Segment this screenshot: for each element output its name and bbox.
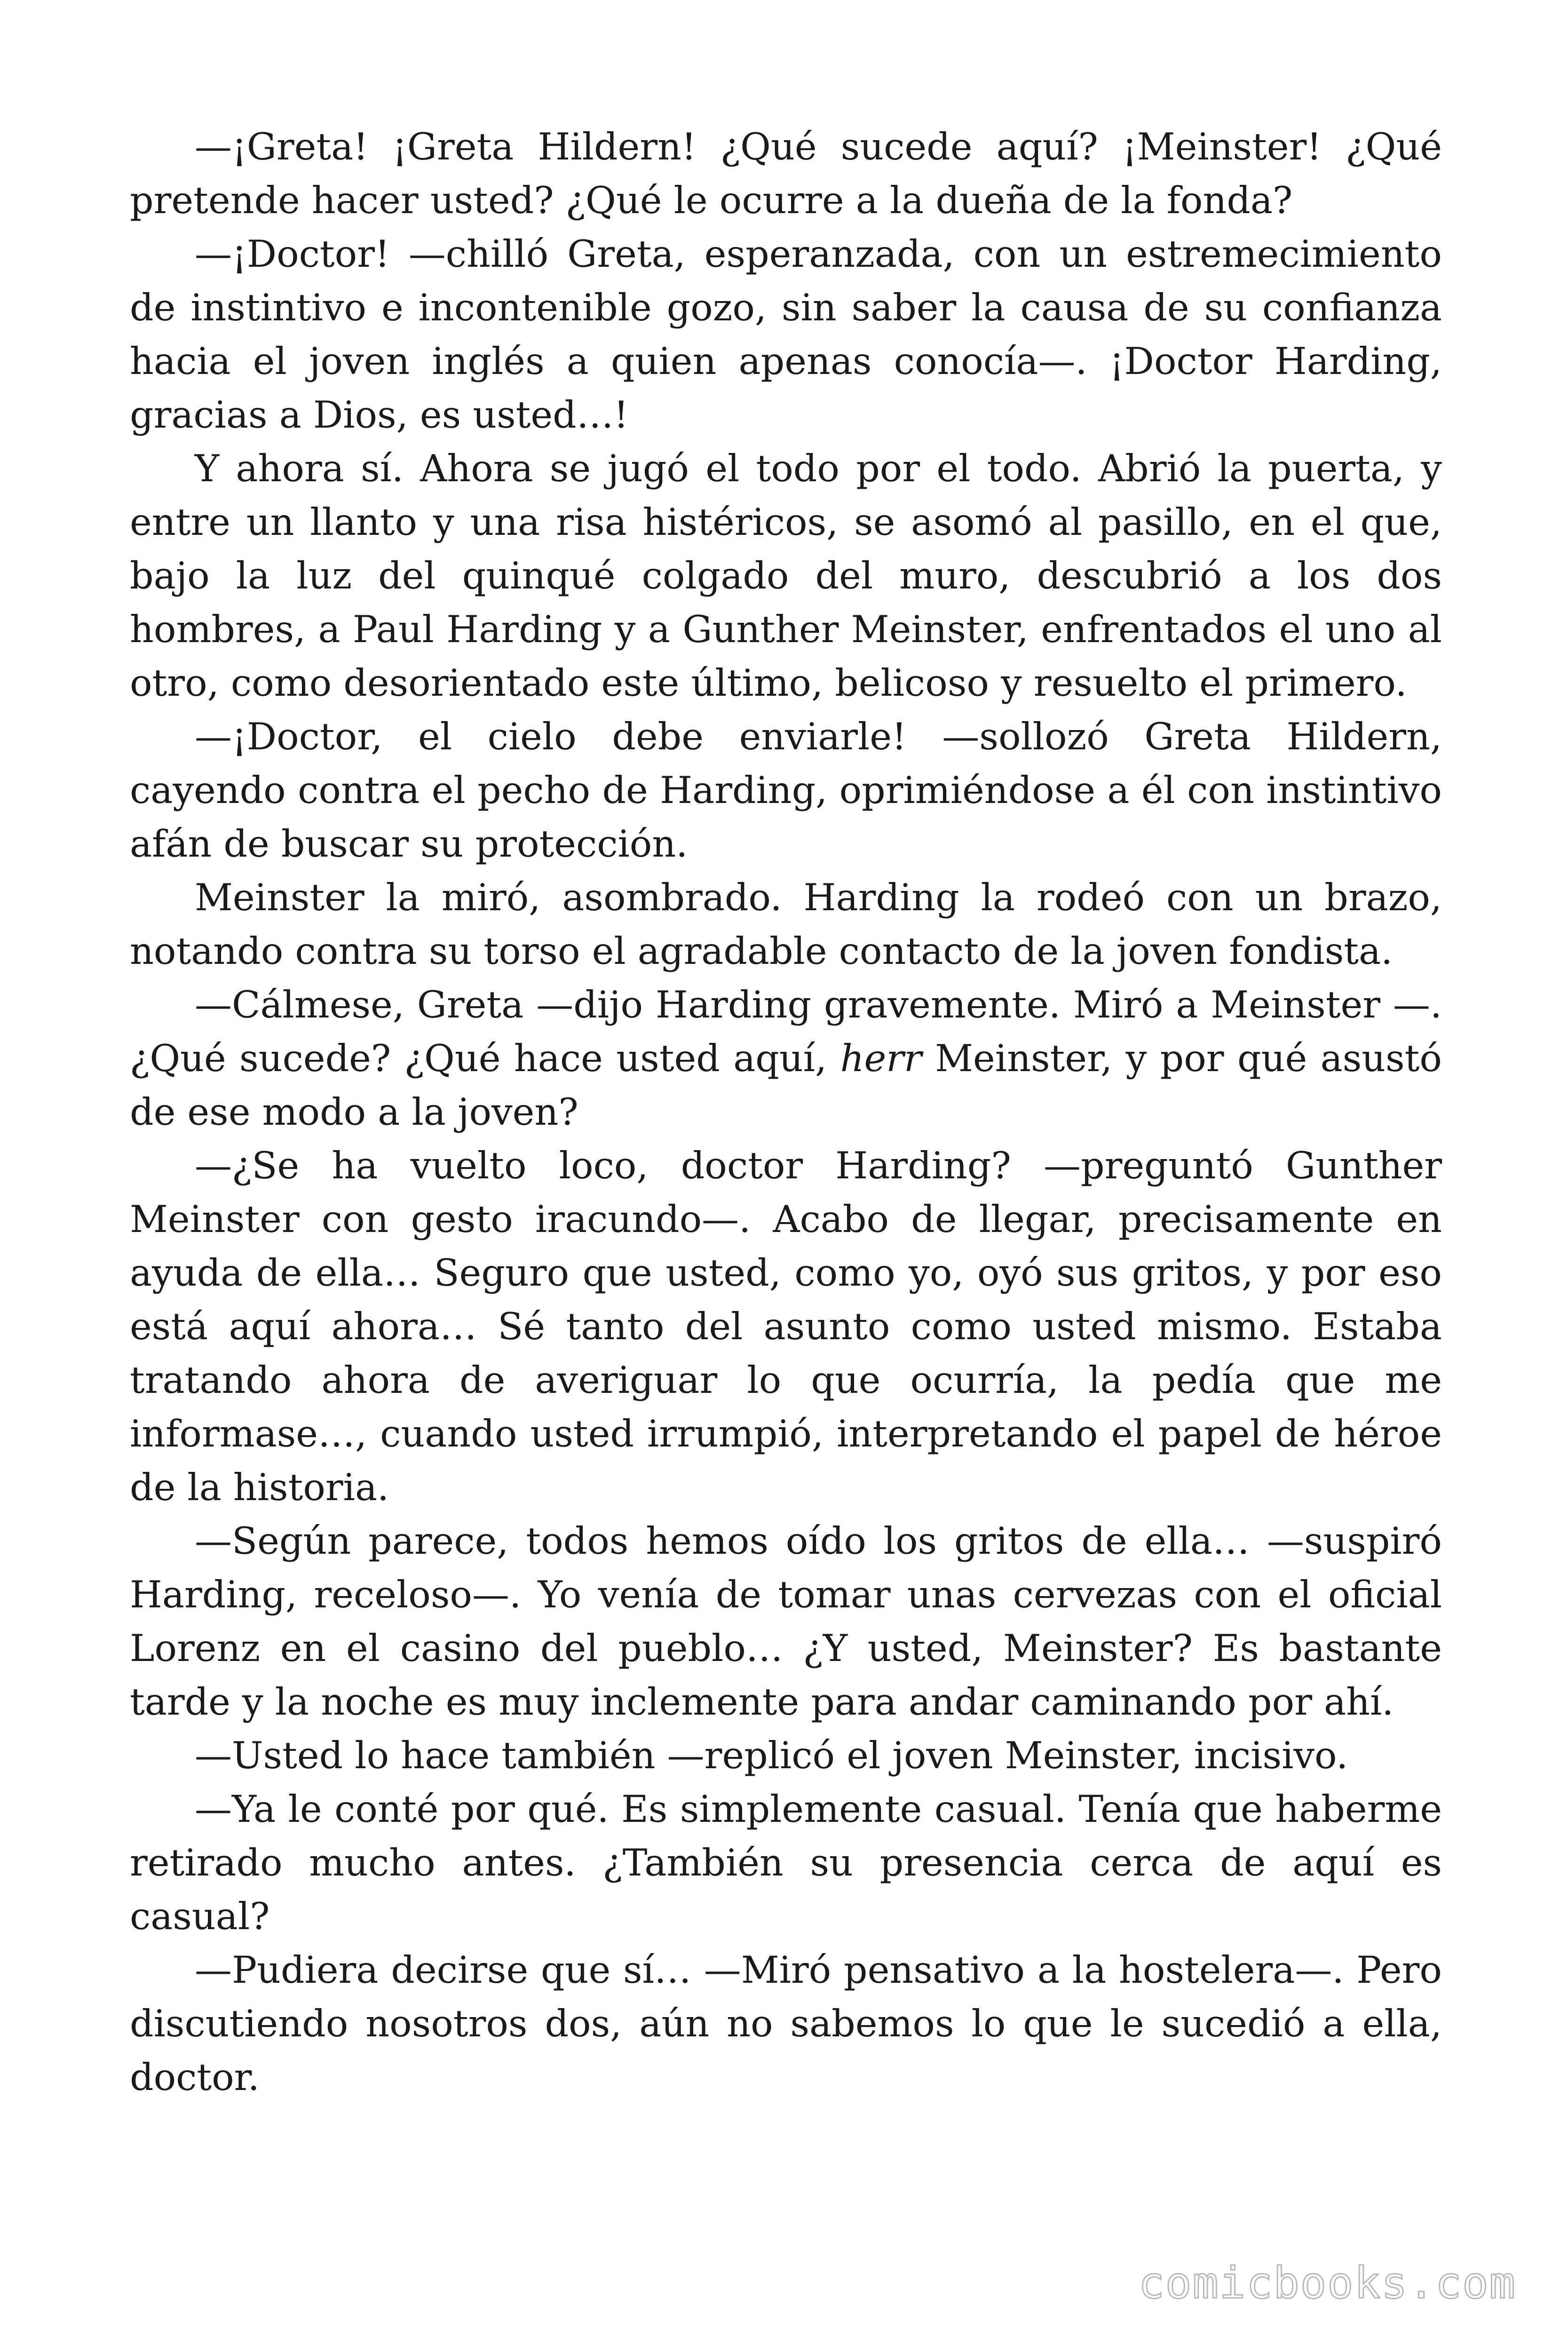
paragraph-6-before: —Cálmese, Greta —dijo Harding gravemente. Miró a Meinster —. ¿Qué sucede? ¿Qué hace usted aquí, xyxy=(130,983,1442,1080)
paragraph-9: —Usted lo hace también —replicó el joven Meinster, incisivo. xyxy=(195,1734,1348,1777)
paragraph-1: —¡Greta! ¡Greta Hildern! ¿Qué sucede aquí? ¡Meinster! ¿Qué pretende hacer usted? ¿Qué le ocurre a la dueña de la fonda? xyxy=(130,125,1442,222)
paragraph-6-after: Meinster, y por qué asustó de ese modo a la joven? xyxy=(130,1037,1442,1134)
paragraph-6-italic: herr xyxy=(840,1037,922,1080)
paragraph-6 xyxy=(130,978,1442,1139)
paragraph-11: —Pudiera decirse que sí… —Miró pensativo a la hostelera—. Pero discutiendo nosotros dos, aún no sabemos lo que le sucedió a ella, doctor. xyxy=(130,1948,1442,2099)
page-text xyxy=(130,120,1442,2104)
paragraph-2: —¡Doctor! —chilló Greta, esperanzada, con un estremecimiento de instintivo e incontenible gozo, sin saber la causa de su confianza hacia el joven inglés a quien apenas conocía—. ¡Doctor Harding, gracias a Dios, es usted…! xyxy=(130,232,1442,437)
paragraph-10: —Ya le conté por qué. Es simplemente casual. Tenía que haberme retirado mucho antes. ¿También su presencia cerca de aquí es casual? xyxy=(130,1788,1442,1938)
paragraph-5: Meinster la miró, asombrado. Harding la rodeó con un brazo, notando contra su torso el agradable contacto de la joven fondista. xyxy=(130,876,1442,973)
paragraph-3: Y ahora sí. Ahora se jugó el todo por el todo. Abrió la puerta, y entre un llanto y una risa histéricos, se asomó al pasillo, en el que, bajo la luz del quinqué colgado del muro, descubrió a los dos hombres, a Paul Harding y a Gunther Meinster, enfrentados el uno al otro, como desorientado este último, belicoso y resuelto el primero. xyxy=(130,447,1442,705)
paragraph-4: —¡Doctor, el cielo debe enviarle! —sollozó Greta Hildern, cayendo contra el pecho de Harding, oprimiéndose a él con instintivo afán de buscar su protección. xyxy=(130,715,1442,866)
paragraph-7: —¿Se ha vuelto loco, doctor Harding? —preguntó Gunther Meinster con gesto iracundo—. Acabo de llegar, precisamente en ayuda de ella… Seguro que usted, como yo, oyó sus gritos, y por eso está aquí ahora… Sé tanto del asunto como usted mismo. Estaba tratando ahora de averiguar lo que ocurría, la pedía que me informase…, cuando usted irrumpió, interpretando el papel de héroe de la historia. xyxy=(130,1144,1442,1509)
watermark-logo: comicbooks.com xyxy=(1138,2258,1516,2308)
paragraph-8: —Según parece, todos hemos oído los gritos de ella… —suspiró Harding, receloso—. Yo venía de tomar unas cervezas con el oficial Lorenz en el casino del pueblo… ¿Y usted, Meinster? Es bastante tarde y la noche es muy inclemente para andar caminando por ahí. xyxy=(130,1519,1442,1724)
